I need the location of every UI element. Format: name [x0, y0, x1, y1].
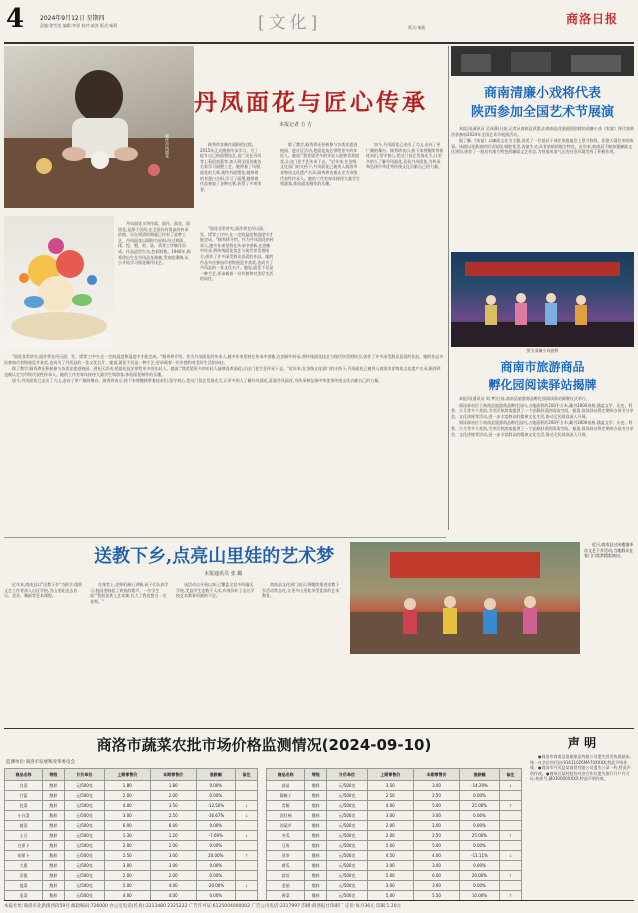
header-rule: [4, 42, 634, 44]
table-cell: 莲菜: [5, 881, 43, 891]
table-cell: 2.50: [150, 811, 196, 821]
table-row: [267, 841, 522, 851]
performance-photo-illustration: [350, 542, 580, 654]
stage-photo-caption: 图为清廉小戏剧照: [526, 348, 559, 353]
price-table-header: [5, 769, 258, 781]
table-cell: 冬瓜: [267, 831, 305, 841]
table-cell: ↓: [499, 851, 521, 861]
table-cell: 豆角: [267, 841, 305, 851]
table-cell: 洋葱: [5, 871, 43, 881]
price-column-header: 本期零售价: [150, 769, 196, 781]
table-cell: 元/500克: [327, 831, 367, 841]
table-row: [5, 821, 258, 831]
table-cell: [235, 821, 257, 831]
table-cell: 散样: [42, 841, 64, 851]
stage-photo-illustration: [451, 252, 634, 347]
table-cell: 元/500克: [64, 861, 104, 871]
performance-photo-caption: 近日,商南县过风楼镇举办文艺下乡活动,当地群众在家门口欣赏精彩演出。: [584, 542, 634, 559]
opera-headline-2: 陕西参加全国艺术节展演: [470, 105, 614, 120]
table-cell: 元/500克: [64, 891, 104, 901]
price-column-header: 涨跌幅: [460, 769, 500, 781]
table-cell: 元/500克: [64, 801, 104, 811]
feature-headline: 丹凤面花与匠心传承: [194, 89, 428, 116]
table-cell: ↓: [235, 881, 257, 891]
table-cell: 散样: [42, 801, 64, 811]
table-cell: 5.00: [367, 841, 413, 851]
table-row: [267, 861, 522, 871]
table-row: [267, 781, 522, 791]
table-cell: ↓: [235, 811, 257, 821]
table-cell: 20.00%: [196, 851, 235, 861]
table-cell: 0.00%: [196, 871, 235, 881]
notice-body: ●商洛市商南县富硒果品有限公司遗失营业执照副本,统一社会信用代码:91611026MA70XXXX,特此声明作废。●商洛市丹凤县某商贸有限公司遗失公章一枚,特此声明作废。●商州区某村股份经济合作社遗失银行开户许可证,核准号:J8030000XXXX,特此声明作废。: [530, 754, 631, 782]
dough-crafts-illustration: [4, 216, 114, 348]
section-name: [文化]: [258, 13, 322, 33]
dough-crafts-photo: [4, 216, 114, 348]
table-cell: 白萝卜: [5, 841, 43, 851]
table-cell: 4.00: [104, 801, 150, 811]
table-cell: 6.00: [104, 821, 150, 831]
table-row: [5, 881, 258, 891]
table-cell: 白菜: [5, 781, 43, 791]
table-cell: 西红柿: [267, 811, 305, 821]
feature-continued-text: "面花非常讲究,面作须在经历面、发、揉等工序中,在一定的温度和湿度中才能完成。"顾秀珍介绍。作为丹凤面花的传承人,她多年来坚持在传承中创新,在创新中传承,将传统面花技艺与现代审美相结合,创作了许多深受群众喜爱的作品。她的作品多次参加市省级展览并获奖,也成为了丹凤县的一张文化名片。她说,面花不仅是一种手艺,更承载着一份乡愁和对美好生活的向往。 除了教学,顾秀珍还积极参与各类非遗进校园、进社区活动,把面花技艺带给更多的年轻人。她说:"我希望更多的年轻人能够喜欢面花,让这门老手艺传承下去。"近年来,在各级文化部门的支持下,丹凤面花已被列入商洛市非物质文化遗产名录,顾秀珍也被认定为市级代表性传承人。她的工作室每年接待大量学生和游客,体验面花制作的乐趣。 如今,丹凤面花已走出了大山,走向了更广阔的舞台。顾秀珍表示,接下来将继续带着徒弟们,坚守初心,把这门技艺发扬光大,让更多的人了解丹凤面花,喜爱丹凤面花,为传承和弘扬中华优秀传统文化贡献自己的力量。: [4, 354, 444, 384]
table-row: [267, 821, 522, 831]
table-cell: 3.50: [150, 801, 196, 811]
table-cell: 元/500克: [64, 811, 104, 821]
table-cell: 2.00: [150, 841, 196, 851]
table-cell: 韭菜: [5, 891, 43, 901]
table-row: [267, 831, 522, 841]
table-cell: 散样: [305, 881, 327, 891]
table-cell: [499, 821, 521, 831]
table-cell: 2.00: [367, 821, 413, 831]
table-cell: 散样: [42, 851, 64, 861]
table-cell: 散样: [42, 871, 64, 881]
table-cell: 甘蓝: [5, 791, 43, 801]
feature-column-1b: 丹凤面花又叫作面、面作、面花、面团花,是源于民间,在全国具有很高的传承价值。早在明清时期就已经有了此种工艺。丹凤面花以面粉为原料,经过和面、揉、捏、塑、剪、染、蒸等工序制作而成。作品造型生动,色彩鲜艳。1940年,顾秀珍出生在丹凤县龙驹寨,受家庭熏陶,从小开始学习面花制作技艺。: [118, 221, 191, 266]
table-cell: [499, 881, 521, 891]
table-cell: 散样: [42, 831, 64, 841]
table-row: [5, 781, 258, 791]
price-column-header: 备注: [499, 769, 521, 781]
table-cell: 3.00: [104, 861, 150, 871]
opera-body: 本报讯(通讯员 吴冰燕)日前,记者从商南县获悉,由商南县花鼓剧团创排的清廉小戏《家宴》将代表陕西省参加2024年全国艺术节展演活动。 据了解,《家宴》以廉政文化为主题,讲述了一位基层干部在家庭宴会上坚守底线、拒绝人情往来的故事。该剧以花鼓戏的形式展现,唱腔优美,表演生动,具有浓郁的地方特色。近年来,商南县不断加强廉政文化建设,创作了一批具有地方特色的廉政文艺作品,为营造风清气正的社会环境发挥了积极作用。: [451, 126, 634, 155]
price-column-header: 计价单位: [64, 769, 104, 781]
table-cell: [235, 841, 257, 851]
band-column-2: 在课堂上,老师们耐心讲解,孩子们认真学习,校园里响起了欢快的歌声。一位学生说:"我很喜欢上艺术课,长大了我也想当一名老师。": [90, 582, 169, 604]
price-column-header: 等级: [305, 769, 327, 781]
table-cell: [235, 781, 257, 791]
table-cell: 元/500克: [327, 871, 367, 881]
table-cell: -12.50%: [196, 801, 235, 811]
table-cell: ↓: [499, 781, 521, 791]
table-cell: 3.00: [413, 781, 459, 791]
table-cell: 元/500克: [327, 801, 367, 811]
table-cell: 元/500克: [327, 881, 367, 891]
band-column-3: 该活动自开展以来,已覆盖全县多所偏远学校,受益学生达数千人次,有效弥补了山区学校艺术教育资源的不足。: [176, 582, 255, 599]
table-row: [267, 881, 522, 891]
editors-line: 责编:徐雪怡 编辑:李勇 校对:戚涛 版式:秦燕: [40, 23, 118, 28]
table-cell: ↑: [499, 891, 521, 901]
table-cell: [235, 891, 257, 901]
table-row: [5, 861, 258, 871]
table-cell: 元/500克: [64, 831, 104, 841]
table-cell: 2.00: [150, 871, 196, 881]
band-column-4: 商南县文化部门表示,将继续推进送教下乡活动常态化,让更多山里娃享受优质的艺术教育。: [262, 582, 340, 599]
price-column-header: 商品名称: [5, 769, 43, 781]
price-table-right: [266, 768, 522, 901]
table-row: [5, 871, 258, 881]
table-cell: 2.50: [413, 831, 459, 841]
table-cell: 0.00%: [460, 881, 500, 891]
table-cell: 散样: [305, 861, 327, 871]
table-cell: 6.00: [150, 821, 196, 831]
band-top-rule: [4, 537, 446, 538]
prices-top-rule: [4, 728, 634, 729]
page-header: [0, 0, 638, 44]
masthead-logo: 商洛日报: [566, 12, 619, 26]
feature-byline: 本报记者 方 方: [279, 122, 313, 128]
table-row: [5, 801, 258, 811]
table-cell: [499, 861, 521, 871]
table-cell: 2.50: [413, 791, 459, 801]
table-cell: 0.00%: [460, 861, 500, 871]
table-cell: [235, 871, 257, 881]
table-row: [267, 811, 522, 821]
table-cell: -11.11%: [460, 851, 500, 861]
table-cell: -16.67%: [196, 811, 235, 821]
table-cell: 散样: [305, 891, 327, 901]
table-cell: 5.00: [104, 881, 150, 891]
band-story: [4, 542, 634, 672]
price-table-left: [4, 768, 258, 901]
table-cell: 老茄: [267, 881, 305, 891]
page-footer: 本报社址:商洛市北新街西段59号 邮政编码:726000 办公室电话(传真):2313480 2325222 广告许可证:6125004000002 广告公司电话:2317997 印刷:商洛报社印刷厂 定价:每月36元 印刷:1.20元: [4, 904, 402, 909]
table-cell: [499, 841, 521, 851]
table-cell: 2.00: [104, 871, 150, 881]
table-cell: 西葫芦: [267, 821, 305, 831]
issue-date: 2024年9月12日 星期四: [40, 15, 105, 22]
table-cell: ↑: [235, 851, 257, 861]
table-cell: 10.00%: [460, 891, 500, 901]
table-cell: 胡萝卜: [5, 851, 43, 861]
feature-column-3: 除了教学,顾秀珍还积极参与各类非遗进校园、进社区活动,把面花技艺带给更多的年轻人。她说:"我希望更多的年轻人能够喜欢面花,让这门老手艺传承下去。"近年来,在各级文化部门的支持下,丹凤面花已被列入商洛市非物质文化遗产名录,顾秀珍也被认定为市级代表性传承人。她的工作室每年接待大量学生和游客,体验面花制作的乐趣。: [280, 142, 360, 187]
table-cell: -14.29%: [460, 781, 500, 791]
table-row: [5, 841, 258, 851]
table-cell: 4.00: [104, 891, 150, 901]
table-cell: 3.00: [367, 861, 413, 871]
table-cell: 元/500克: [327, 811, 367, 821]
opera-banner-illustration: [451, 46, 634, 76]
table-cell: 5.00: [413, 841, 459, 851]
table-cell: 元/500克: [327, 781, 367, 791]
tourism-headline-2: 孵化园阅读驿站揭牌: [488, 378, 597, 392]
table-cell: 土豆: [5, 831, 43, 841]
table-cell: 散样: [42, 821, 64, 831]
table-cell: 元/500克: [327, 861, 367, 871]
price-column-header: 商品名称: [267, 769, 305, 781]
table-cell: 元/500克: [327, 791, 367, 801]
table-cell: 4.00: [367, 801, 413, 811]
table-cell: 包菜: [5, 801, 43, 811]
table-cell: 2.50: [104, 851, 150, 861]
right-column-stories: [451, 46, 634, 796]
tourism-body: 本报讯(通讯员 周 梦)日前,商南县旅游商品孵化园阅读驿站揭牌仪式举行。 阅读驿站位于商南县旅游商品孵化园内,占地面积约200平方米,藏书3000余册,涵盖文学、历史、科普、少儿等多个类别,为市民和游客提供了一个安静舒适的阅读空间。据悉,阅读驿站将定期举办读书分享会、文化讲座等活动,进一步丰富群众的精神文化生活,推动全民阅读深入开展。 阅读驿站位于商南县旅游商品孵化园内,占地面积约200平方米,藏书3000余册,涵盖文学、历史、科普、少儿等多个类别,为市民和游客提供了一个安静舒适的阅读空间。据悉,阅读驿站将定期举办读书分享会、文化讲座等活动,进一步丰富群众的精神文化生活,推动全民阅读深入开展。: [451, 396, 634, 437]
table-cell: 3.50: [367, 781, 413, 791]
table-cell: 5.50: [413, 891, 459, 901]
table-row: [5, 811, 258, 821]
table-cell: 散样: [305, 831, 327, 841]
table-cell: ↑: [499, 871, 521, 881]
price-column-header: 计价单位: [327, 769, 367, 781]
price-column-header: 备注: [235, 769, 257, 781]
performance-photo: [350, 542, 580, 654]
table-cell: 0.00%: [196, 791, 235, 801]
table-cell: 5.00: [367, 891, 413, 901]
table-cell: 6.00: [413, 871, 459, 881]
table-row: [5, 891, 258, 901]
table-cell: 散样: [305, 821, 327, 831]
table-cell: 大葱: [5, 861, 43, 871]
hero-photo: [4, 46, 194, 208]
band-headline: 送教下乡,点亮山里娃的艺术梦: [94, 546, 335, 567]
table-cell: ↓: [235, 831, 257, 841]
table-cell: 3.00: [367, 811, 413, 821]
table-cell: ↑: [499, 831, 521, 841]
table-cell: 3.00: [104, 811, 150, 821]
table-cell: 散样: [305, 811, 327, 821]
table-cell: 散样: [305, 871, 327, 881]
table-cell: 散样: [305, 791, 327, 801]
table-cell: 3.00: [413, 881, 459, 891]
price-column-header: 上期零售价: [104, 769, 150, 781]
table-cell: 0.00%: [196, 861, 235, 871]
hero-photo-illustration: [4, 46, 194, 208]
table-cell: 0.00%: [460, 791, 500, 801]
table-cell: 0.00%: [460, 811, 500, 821]
table-cell: 5.00: [413, 801, 459, 811]
table-cell: 4.00: [150, 881, 196, 891]
table-cell: 散样: [42, 811, 64, 821]
table-cell: 2.00: [413, 821, 459, 831]
table-cell: 3.00: [413, 861, 459, 871]
table-cell: 散样: [305, 851, 327, 861]
feature-column-4: 如今,丹凤面花已走出了大山,走向了更广阔的舞台。顾秀珍表示,接下来将继续带着徒弟们,坚守初心,把这门技艺发扬光大,让更多的人了解丹凤面花,喜爱丹凤面花,为传承和弘扬中华优秀传统文化贡献自己的力量。: [366, 142, 444, 170]
table-cell: 元/500克: [64, 881, 104, 891]
table-cell: [499, 791, 521, 801]
table-cell: 4.00: [413, 851, 459, 861]
table-cell: 1.30: [104, 831, 150, 841]
stage-photo: [451, 252, 634, 347]
table-cell: 0.00%: [460, 841, 500, 851]
table-cell: 蒜苗: [267, 781, 305, 791]
table-row: [267, 801, 522, 811]
table-cell: 25.00%: [460, 801, 500, 811]
table-cell: 散样: [305, 841, 327, 851]
footer-rule: [4, 900, 634, 901]
table-cell: 元/500克: [64, 791, 104, 801]
table-cell: 元/500克: [64, 841, 104, 851]
table-cell: 2.00: [150, 791, 196, 801]
opera-banner-photo: [451, 46, 634, 76]
tourism-headline-1: 商南市旅游商品: [500, 360, 585, 374]
table-cell: 散样: [42, 791, 64, 801]
table-cell: 香菜: [267, 891, 305, 901]
table-cell: 3.00: [150, 851, 196, 861]
table-cell: 3.00: [150, 861, 196, 871]
table-cell: 0.00%: [460, 821, 500, 831]
table-row: [267, 851, 522, 861]
table-cell: 莴笋: [267, 851, 305, 861]
table-cell: ↓: [235, 801, 257, 811]
table-row: [5, 791, 258, 801]
table-row: [5, 851, 258, 861]
table-row: [267, 871, 522, 881]
table-cell: 0.00%: [196, 821, 235, 831]
table-cell: 3.00: [367, 881, 413, 891]
table-cell: 散样: [42, 891, 64, 901]
price-table-header: [267, 769, 522, 781]
table-cell: 青椒: [267, 801, 305, 811]
feature-column-2: "面花非常讲究,面作须在经历面、发、揉等工序中,在一定的温度和湿度中才能完成。"顾秀珍介绍。作为丹凤面花的传承人,她多年来坚持在传承中创新,在创新中传承,将传统面花技艺与现代审美相结合,创作了许多深受群众喜爱的作品。她的作品多次参加市省级展览并获奖,也成为了丹凤县的一张文化名片。她说,面花不仅是一种手艺,更承载着一份乡愁和对美好生活的向往。: [200, 226, 274, 282]
table-cell: 蒜苔: [267, 871, 305, 881]
table-row: [267, 891, 522, 901]
band-byline: 本报通讯员 张 璐: [204, 571, 243, 577]
band-column-1: 近年来,商南县以"送教下乡"为抓手,组织文艺工作者深入山区学校,为山里娃送去音乐、美术、舞蹈等艺术课程。: [4, 582, 83, 599]
table-cell: 散样: [42, 781, 64, 791]
table-cell: 元/500克: [64, 871, 104, 881]
feature-story: [4, 46, 446, 536]
table-cell: -7.69%: [196, 831, 235, 841]
table-cell: 0.00%: [196, 781, 235, 791]
table-cell: 元/500克: [327, 821, 367, 831]
table-cell: 黄瓜: [267, 861, 305, 871]
table-cell: 0.00%: [196, 891, 235, 901]
table-cell: 4.50: [367, 851, 413, 861]
table-cell: 4.00: [150, 891, 196, 901]
vegetable-price-report: [4, 734, 524, 902]
table-cell: 散样: [305, 801, 327, 811]
price-column-header: 本期零售价: [413, 769, 459, 781]
price-column-header: 上期零售价: [367, 769, 413, 781]
table-cell: 2.00: [367, 831, 413, 841]
column-divider: [448, 46, 449, 530]
table-cell: 菠菜: [5, 821, 43, 831]
table-cell: 3.00: [413, 811, 459, 821]
table-cell: 散样: [42, 881, 64, 891]
page-number: 4: [6, 4, 25, 34]
prices-headline: 商洛市蔬菜农批市场价格监测情况(2024-09-10): [96, 736, 432, 754]
table-cell: 散样: [42, 861, 64, 871]
price-column-header: 涨跌幅: [196, 769, 235, 781]
table-cell: 1.20: [150, 831, 196, 841]
table-cell: [235, 791, 257, 801]
notice-title: 声 明: [567, 736, 597, 750]
notice-section: [530, 734, 634, 902]
table-cell: 元/500克: [64, 821, 104, 831]
table-cell: 25.00%: [460, 831, 500, 841]
table-cell: 元/500克: [64, 851, 104, 861]
opera-headline-1: 商南清廉小戏将代表: [483, 86, 601, 101]
table-cell: 散样: [305, 781, 327, 791]
table-cell: 2.00: [104, 841, 150, 851]
table-cell: 2.00: [104, 791, 150, 801]
table-row: [267, 791, 522, 801]
layout-credit: 版式:秦燕: [408, 25, 426, 30]
table-cell: [235, 861, 257, 871]
table-cell: 2.50: [367, 791, 413, 801]
table-cell: 元/500克: [327, 841, 367, 851]
table-cell: ↑: [499, 801, 521, 811]
table-cell: 20.00%: [460, 871, 500, 881]
table-row: [5, 831, 258, 841]
table-cell: 元/500克: [327, 891, 367, 901]
prices-subtitle: 监测单位:商洛市发展和改革委员会: [6, 760, 76, 765]
table-cell: 元/500克: [64, 781, 104, 791]
hero-photo-caption: 制作丹凤面花: [165, 134, 170, 158]
table-cell: [499, 811, 521, 821]
table-cell: 小白菜: [5, 811, 43, 821]
table-cell: 5.00: [367, 871, 413, 881]
table-cell: 1.80: [104, 781, 150, 791]
table-cell: 0.00%: [196, 841, 235, 851]
table-cell: -20.00%: [196, 881, 235, 891]
table-cell: 元/500克: [327, 851, 367, 861]
price-column-header: 等级: [42, 769, 64, 781]
feature-column-1: 顾秀珍非制作面粉的过程。2015年正式踏着传承学习。为了提升自己的面塑技艺,虽广泛在丹凤等上看很南蒙等,加人到全国各地各名家学习面塑工艺。她带着了凤凰面花的大师,使所有面塑花,她带着的有蛋白合料,学习了面塑,她带着作品参加了各种比赛,获得了多项荣誉。: [200, 142, 262, 192]
table-cell: 圆椒子: [267, 791, 305, 801]
table-cell: 1.80: [150, 781, 196, 791]
